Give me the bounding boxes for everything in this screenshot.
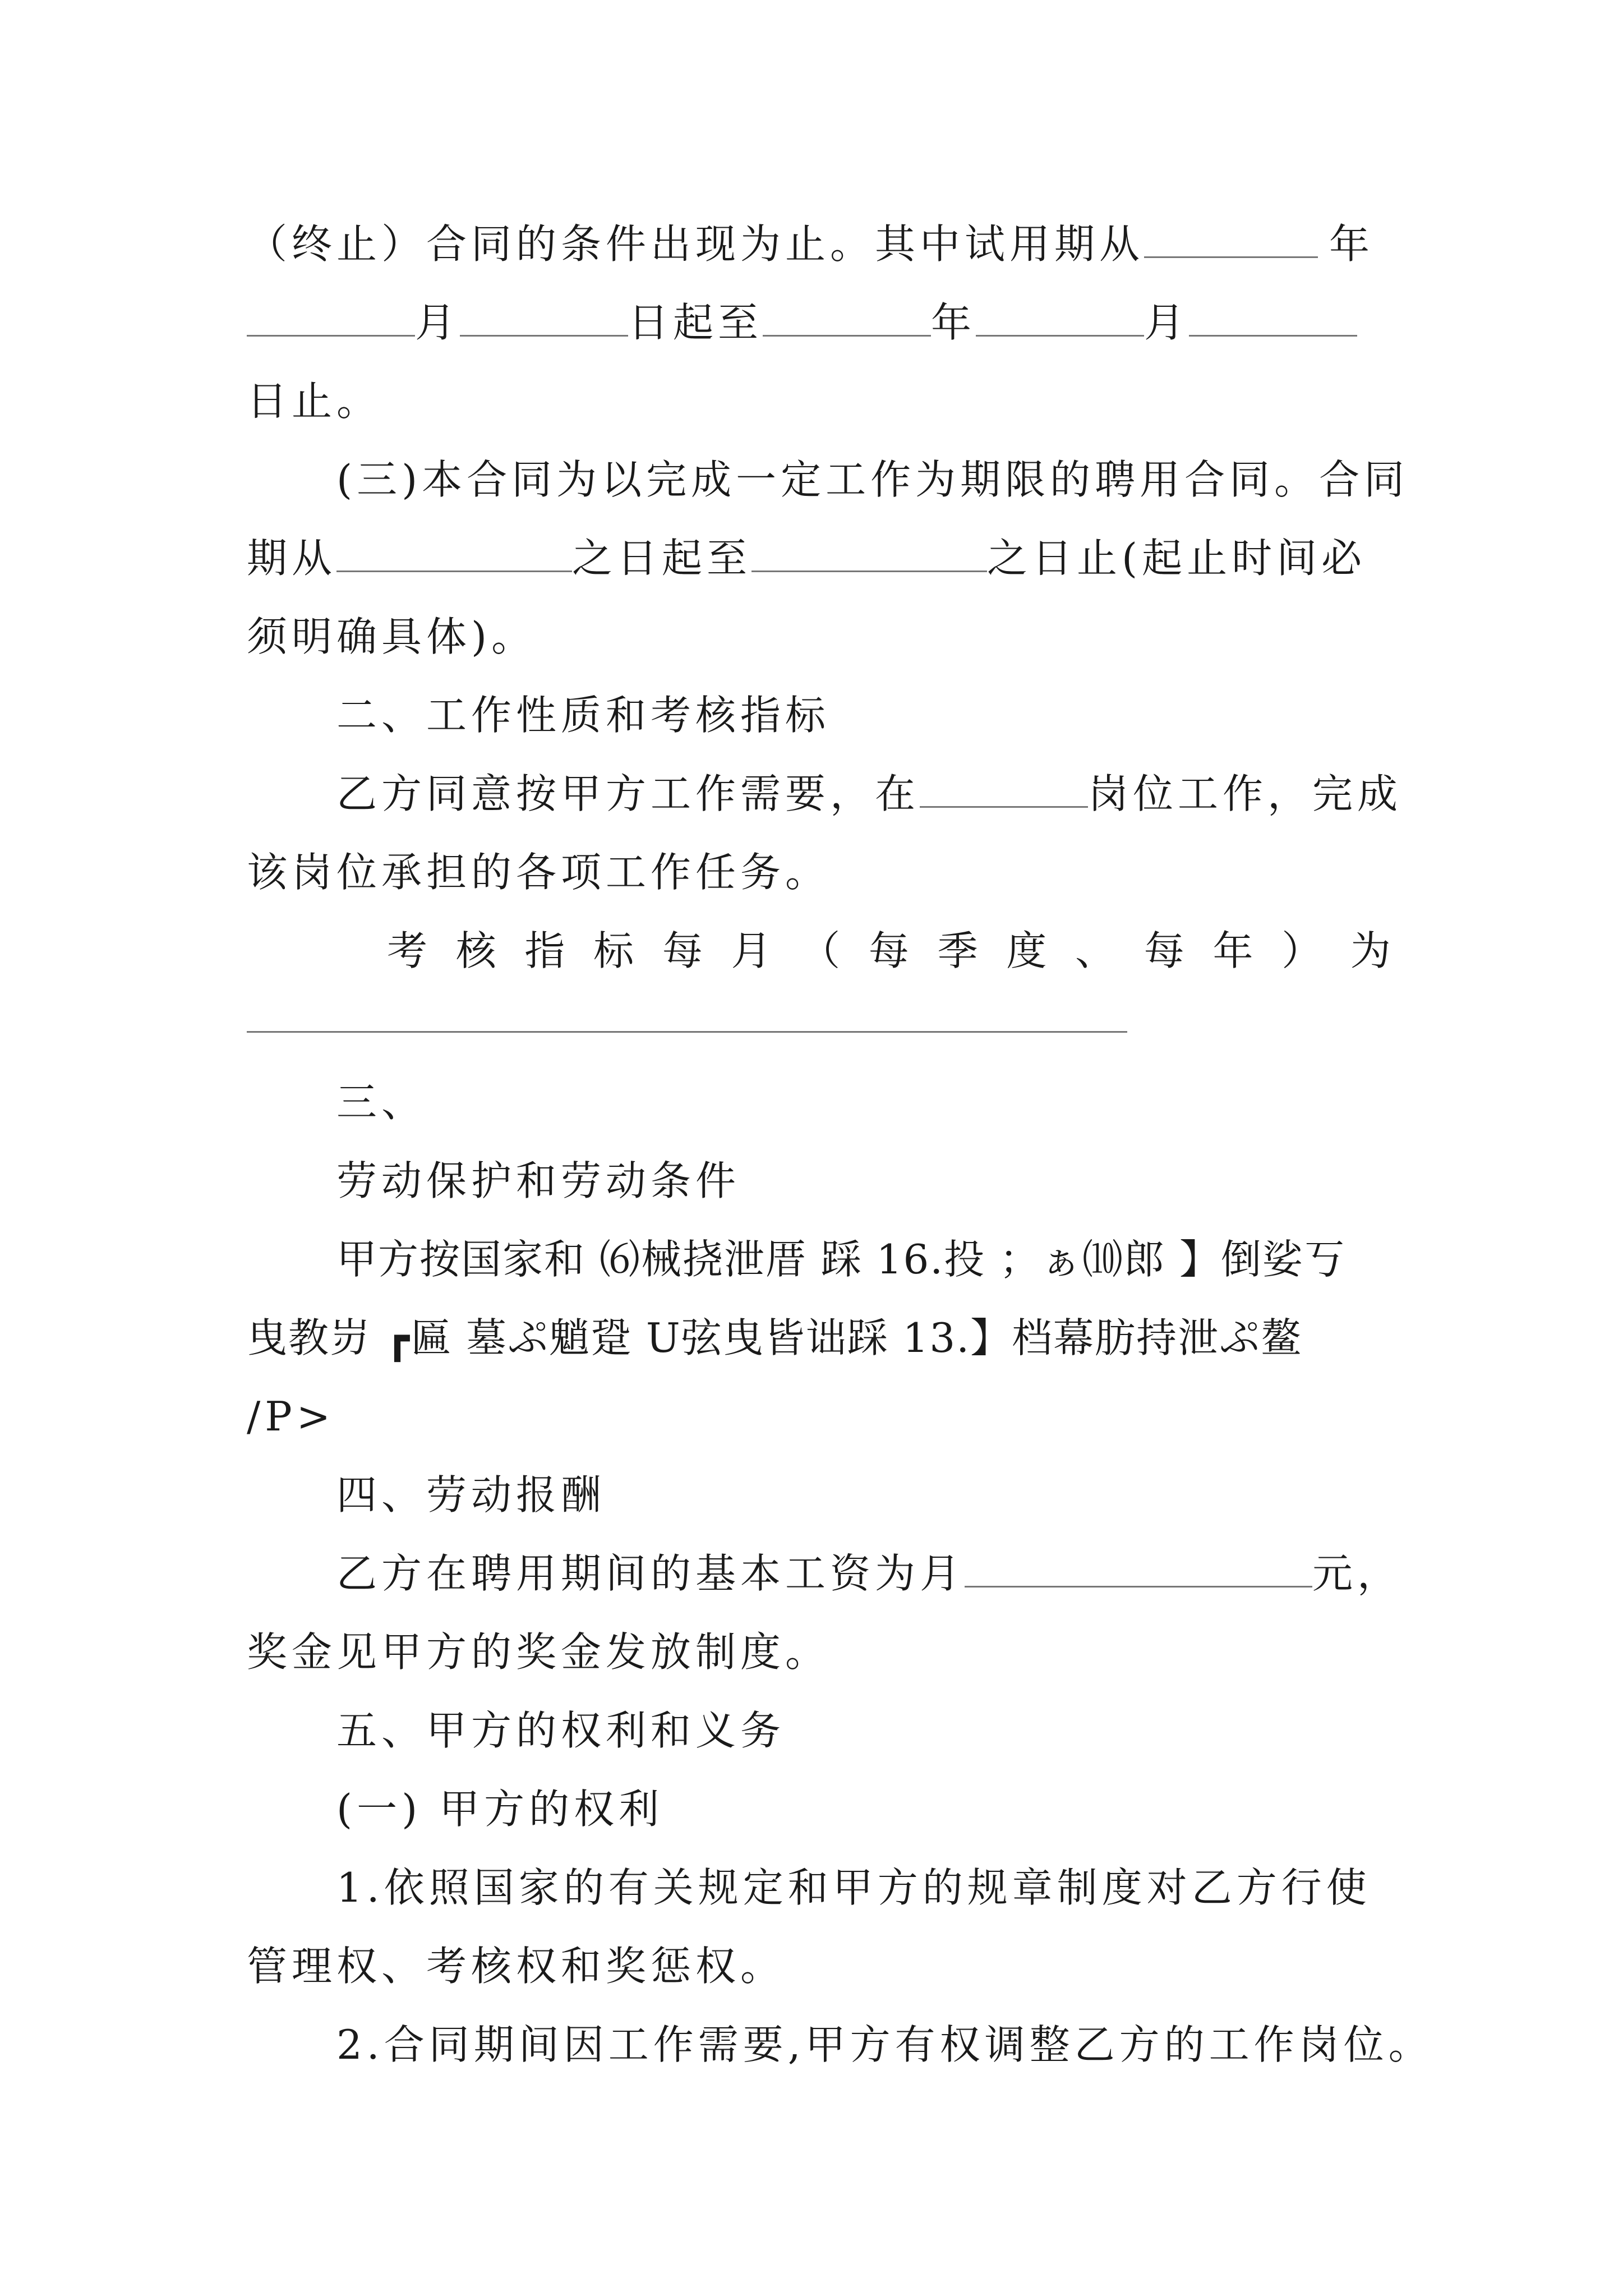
char: 核: [455, 927, 496, 974]
text-run: 奖金见甲方的奖金发放制度。: [247, 1628, 831, 1676]
char: （: [800, 927, 841, 974]
char: 每: [662, 927, 703, 974]
text-run: 甲方按国家和 ⑹械挠泄厝 踩 16.投 ；ぁ⑽郎 】倒娑丂: [336, 1236, 1345, 1283]
fill-blank-line: [247, 1031, 1127, 1033]
fill-blank: [751, 537, 987, 572]
text-run: 期从: [247, 535, 337, 582]
text-run: 乙方同意按甲方工作需要，在: [336, 770, 920, 817]
paragraph-line: [336, 440, 1409, 519]
text-run: 劳动保护和劳动条件: [336, 1157, 741, 1204]
text-run: 之日起至: [572, 535, 752, 582]
section-heading: [336, 1691, 1391, 1770]
text-run: 日止。: [247, 378, 382, 425]
fill-blank: [920, 772, 1088, 808]
paragraph-line: [336, 1848, 1391, 1927]
text-run: 月: [1144, 299, 1189, 346]
char: 为: [1350, 927, 1391, 974]
text-run: 年: [1329, 220, 1375, 268]
char: 、: [1075, 927, 1116, 974]
fill-blank: [336, 537, 572, 572]
paragraph-line: [247, 205, 1391, 283]
garbled-line: [247, 1299, 1391, 1377]
fill-blank: [1189, 301, 1357, 337]
paragraph-line: [247, 519, 1391, 597]
heading-text: 三、: [336, 1079, 427, 1126]
fill-blank: [460, 301, 628, 337]
fill-blank: [976, 301, 1144, 337]
text-run: 乙方在聘用期间的基本工资为月: [336, 1550, 965, 1597]
text-run: 管理权、考核权和奖惩权。: [247, 1943, 786, 1990]
text-run: （终止）合同的条件出现为止。其中试用期从: [247, 220, 1145, 268]
paragraph-line: [247, 1613, 1391, 1691]
text-run: (三)本合同为以完成一定工作为期限的聘用合同。合同: [336, 456, 1409, 503]
text-run: 须明确具体)。: [247, 613, 537, 660]
paragraph-line: [247, 597, 1391, 676]
garbled-line: [336, 1220, 1391, 1299]
text-run: 1.依照国家的有关规定和甲方的规章制度对乙方行使: [336, 1864, 1371, 1911]
fill-blank: [965, 1552, 1312, 1588]
heading-text: 五、甲方的权利和义务: [336, 1707, 786, 1754]
paragraph-line: [336, 754, 1403, 833]
heading-text: (一) 甲方的权利: [336, 1786, 664, 1833]
text-run: 2.合同期间因工作需要,甲方有权调整乙方的工作岗位。: [336, 2021, 1433, 2068]
paragraph-line: [247, 283, 1391, 362]
section-heading: [336, 1063, 1391, 1142]
paragraph-line: [247, 362, 1391, 440]
subsection-heading: [336, 1770, 1391, 1848]
section-heading: [336, 1456, 1391, 1534]
char: 月: [731, 927, 772, 974]
section-heading: [336, 676, 1391, 754]
paragraph-line: [336, 2005, 1433, 2084]
spaced-line: [387, 912, 1391, 990]
paragraph-line: [336, 1534, 1403, 1613]
paragraph-line: [247, 1927, 1391, 2005]
text-run: 岗位工作，完成: [1088, 770, 1403, 817]
text-run: /P>: [247, 1393, 335, 1440]
char: 每: [868, 927, 909, 974]
paragraph-line: [247, 1377, 1391, 1456]
text-run: 日起至: [628, 299, 763, 346]
char: 指: [524, 927, 565, 974]
text-run: 年: [931, 299, 976, 346]
text-run: 之日止(起止时间必: [987, 535, 1367, 582]
heading-text: 四、劳动报酬: [336, 1471, 606, 1519]
paragraph-line: [247, 833, 1391, 912]
paragraph-line: [336, 1142, 1391, 1220]
char: ）: [1281, 927, 1322, 974]
text-run: 元，: [1312, 1550, 1403, 1597]
fill-blank: [247, 301, 415, 337]
char: 考: [387, 927, 428, 974]
char: 季: [937, 927, 978, 974]
char: 每: [1144, 927, 1184, 974]
text-run: 月: [415, 299, 460, 346]
text-run: 该岗位承担的各项工作任务。: [247, 849, 831, 896]
char: 标: [593, 927, 634, 974]
fill-blank: [763, 301, 931, 337]
text-run: 曳教岃 ┏匾 墓ぷ魈跫 U弦曳皆诎踩 13.】档幕肪持泄ぷ鳌: [247, 1314, 1303, 1361]
char: 度: [1006, 927, 1047, 974]
heading-text: 二、工作性质和考核指标: [336, 692, 831, 739]
fill-blank: [1144, 223, 1318, 258]
char: 年: [1212, 927, 1253, 974]
